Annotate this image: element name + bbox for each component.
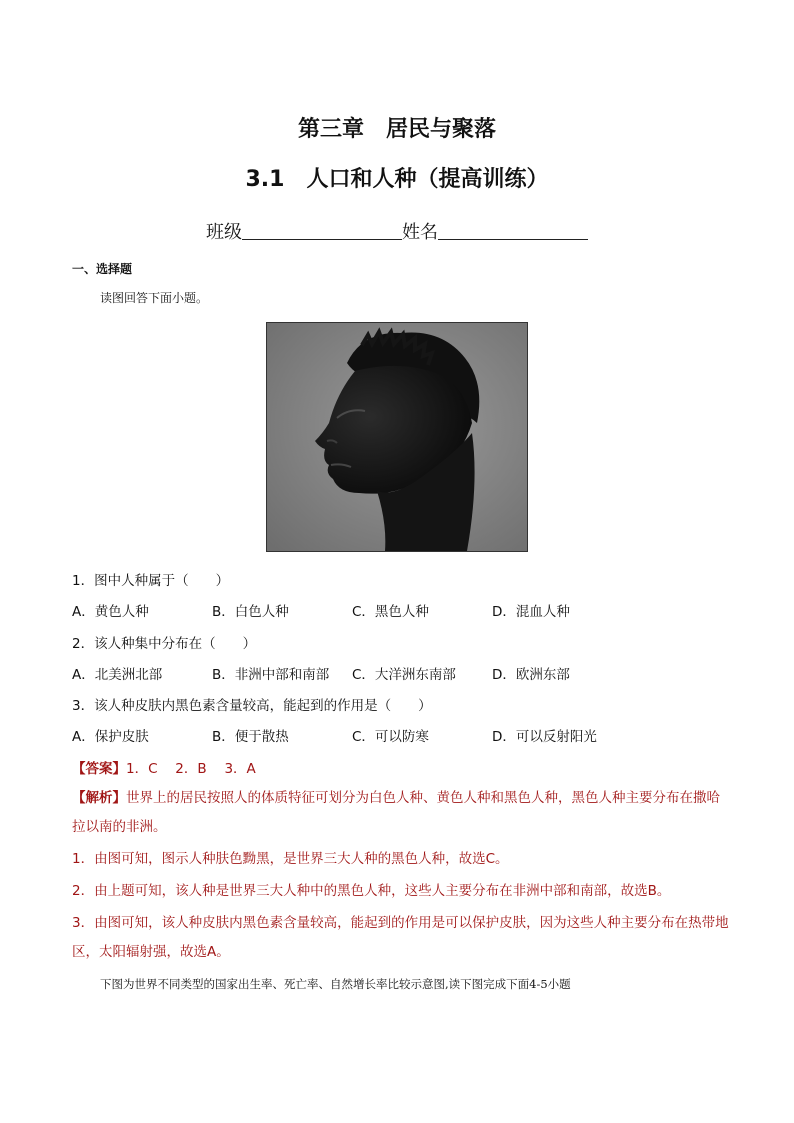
q1-option-a: A．黄色人种	[72, 604, 149, 620]
question-3-stem: 3．该人种皮肤内黑色素含量较高，能起到的作用是（ ）	[72, 698, 432, 714]
q3-option-c: C．可以防寒	[352, 729, 429, 745]
analysis-point-2: 2．由上题可知，该人种是世界三大人种中的黑色人种，这些人主要分布在非洲中部和南部，故选B。	[72, 883, 671, 899]
q3-option-b: B．便于散热	[212, 729, 289, 745]
portrait-photo	[266, 322, 528, 552]
section-heading: 一、选择题	[72, 262, 133, 276]
intro-text: 读图回答下面小题。	[100, 291, 209, 305]
lesson-title: 3.1 人口和人种（提高训练）	[245, 167, 549, 192]
q2-option-c: C．大洋洲东南部	[352, 667, 456, 683]
analysis-text: 世界上的居民按照人的体质特征可划分为白色人种、黄色人种和黑色人种，黑色人种主要分布在撒哈拉以南的非洲。	[72, 790, 720, 835]
analysis-point-3: 3．由图可知，该人种皮肤内黑色素含量较高，能起到的作用是可以保护皮肤，因为这些人种主要分布在热带地区，太阳辐射强，故选A。	[72, 915, 729, 960]
analysis-intro	[72, 784, 732, 842]
next-question-intro: 下图为世界不同类型的国家出生率、死亡率、自然增长率比较示意图,读下图完成下面4-5小题	[100, 977, 571, 991]
portrait-illustration	[267, 323, 527, 551]
answer-line	[72, 757, 256, 777]
class-label: 班级	[206, 222, 242, 243]
q3-option-d: D．可以反射阳光	[492, 729, 597, 745]
q1-option-b: B．白色人种	[212, 604, 289, 620]
q2-option-a: A．北美洲北部	[72, 667, 163, 683]
answer-label: 【答案】	[72, 761, 126, 777]
class-name-line	[0, 218, 794, 244]
class-blank	[242, 221, 402, 240]
name-blank	[438, 221, 588, 240]
analysis-label: 【解析】	[72, 790, 126, 806]
chapter-title: 第三章 居民与聚落	[297, 117, 496, 142]
q3-option-a: A．保护皮肤	[72, 729, 149, 745]
question-2-stem: 2．该人种集中分布在（ ）	[72, 636, 257, 652]
answer-text: 1．C 2．B 3．A	[126, 761, 256, 777]
q1-option-c: C．黑色人种	[352, 604, 429, 620]
q2-option-d: D．欧洲东部	[492, 667, 570, 683]
question-1-stem: 1．图中人种属于（ ）	[72, 573, 230, 589]
name-label: 姓名	[402, 222, 438, 243]
q2-option-b: B．非洲中部和南部	[212, 667, 330, 683]
q1-option-d: D．混血人种	[492, 604, 570, 620]
analysis-point-1: 1．由图可知，图示人种肤色黝黑，是世界三大人种的黑色人种，故选C。	[72, 851, 509, 867]
